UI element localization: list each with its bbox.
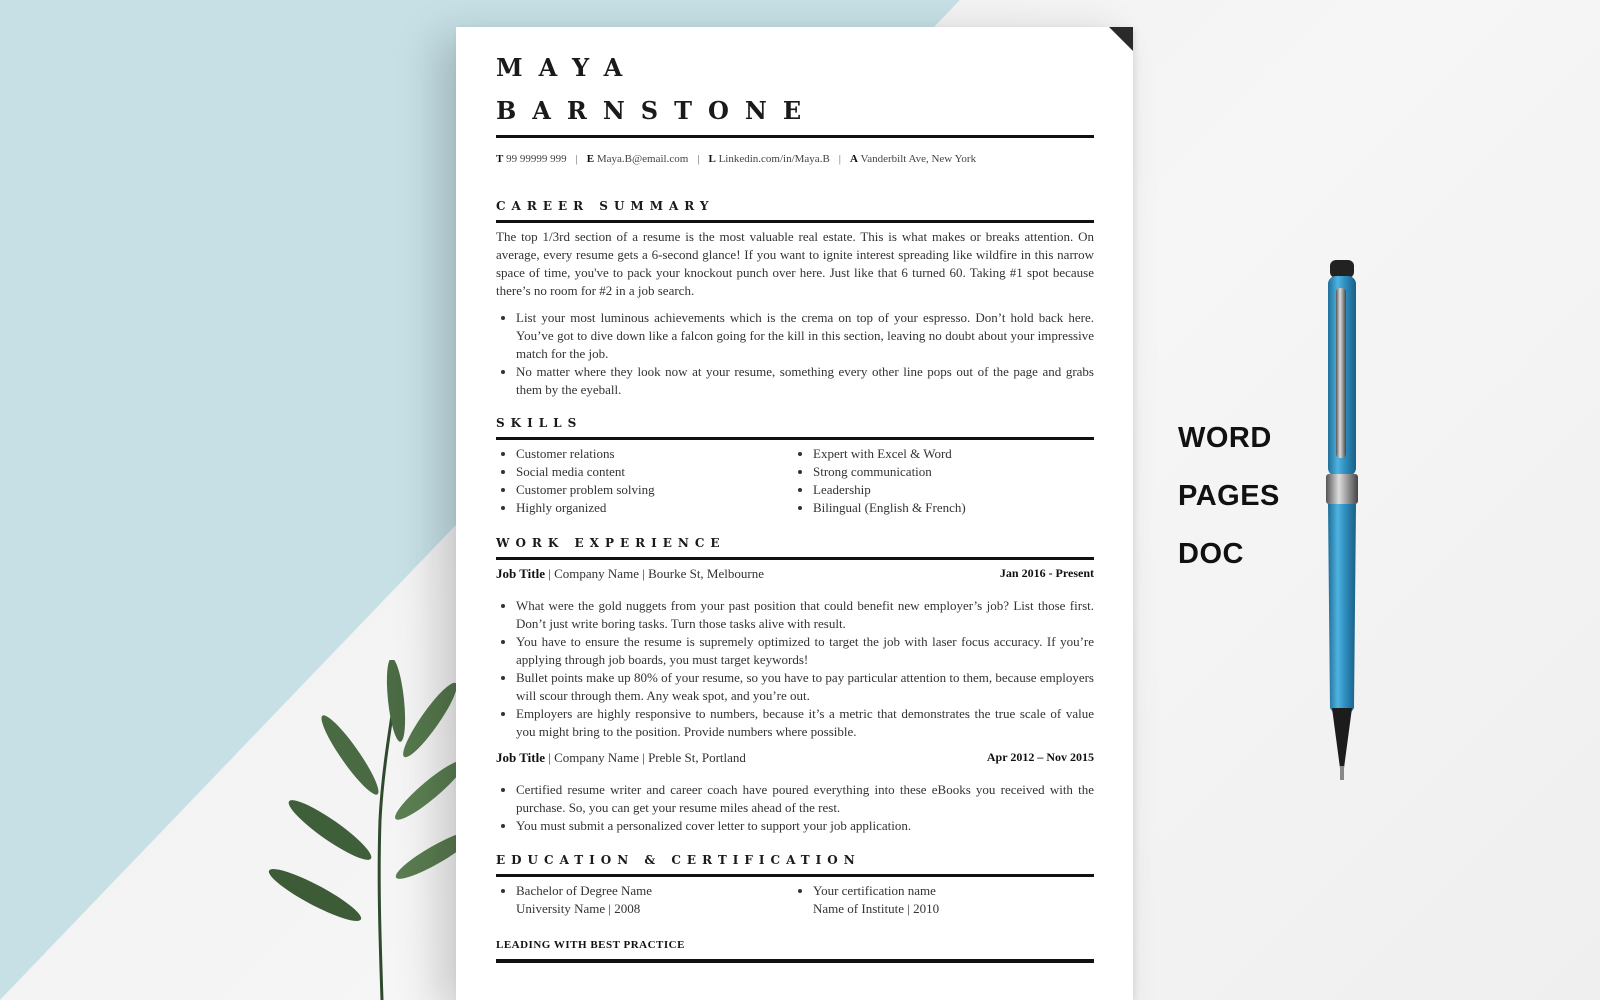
job-2-dates: Apr 2012 – Nov 2015 — [986, 750, 1094, 764]
page-corner-fold — [1109, 27, 1133, 51]
format-list — [1178, 422, 1280, 596]
footer-divider — [496, 959, 1094, 963]
contact-line: T 99 99999 999 | E Maya.B@email.com | L Linkedin.com/in/Maya.B | A Vanderbilt Ave, New York — [496, 153, 977, 165]
work-experience-heading: WORK EXPERIENCE — [496, 536, 726, 550]
skills-divider — [496, 437, 1094, 440]
job-2-details: | Company Name | Preble St, Portland — [545, 750, 746, 765]
education-left — [496, 882, 786, 918]
degree-name: Bachelor of Degree Name — [516, 883, 653, 898]
education-heading: EDUCATION & CERTIFICATION — [496, 853, 861, 867]
address-label: A — [849, 153, 858, 165]
skills-left-list — [496, 445, 786, 517]
job-1-title: Job Title — [496, 566, 546, 581]
resume-last-name: BARNSTONE — [496, 96, 818, 125]
address-value: Vanderbilt Ave, New York — [860, 153, 977, 165]
university-name: University Name | 2008 — [516, 901, 641, 916]
list-item: • Expert with Excel & Word — [813, 445, 1083, 463]
format-doc: DOC — [1178, 538, 1244, 570]
list-item — [813, 882, 1083, 918]
pen-icon — [1308, 258, 1378, 798]
list-item — [516, 882, 786, 918]
job-1-dates: Jan 2016 - Present — [999, 566, 1094, 580]
skills-heading: SKILLS — [496, 416, 583, 430]
career-summary-bullets — [496, 309, 1094, 399]
list-item: • Certified resume writer and career coach have poured everything into these eBooks you received with the purchase. So, you can get your resume miles ahead of the rest. — [516, 781, 1094, 817]
format-pages: PAGES — [1178, 480, 1280, 512]
list-item: • Highly organized — [516, 499, 786, 517]
plant-leaf-decoration — [230, 660, 490, 1000]
footer-tagline: LEADING WITH BEST PRACTICE — [496, 939, 685, 951]
email-value: Maya.B@email.com — [596, 153, 689, 165]
phone-label: T — [496, 153, 504, 165]
list-item: • Leadership — [813, 481, 1083, 499]
list-item: • Customer relations — [516, 445, 786, 463]
list-item: • Strong communication — [813, 463, 1083, 481]
education-divider — [496, 874, 1094, 877]
list-item: • You must submit a personalized cover letter to support your job application. — [516, 817, 1094, 835]
job-1-header — [496, 566, 1094, 582]
resume-first-name: MAYA — [496, 53, 639, 82]
list-item: • What were the gold nuggets from your past position that could benefit new employer’s job? List those first. Don’t just write boring tasks. Turn those tasks alive with result. — [516, 597, 1094, 633]
job-2-header — [496, 750, 1094, 766]
education-right — [793, 882, 1083, 918]
skills-right-list — [793, 445, 1083, 517]
resume-page — [456, 27, 1133, 1000]
certification-name: Your certification name — [813, 883, 936, 898]
career-summary-heading: CAREER SUMMARY — [496, 199, 715, 213]
list-item: • You have to ensure the resume is supremely optimized to target the job with laser focus accuracy. If you’re applying through job boards, you must target keywords! — [516, 633, 1094, 669]
list-item: • Bilingual (English & French) — [813, 499, 1083, 517]
list-item: • List your most luminous achievements which is the crema on top of your espresso. Don’t hold back here. You’ve got to dive down like a falcon going for the kill in this section, leaving no doubt about your impressive match for the job. — [516, 309, 1094, 363]
career-summary-paragraph: The top 1/3rd section of a resume is the most valuable real estate. This is what makes or breaks attention. On average, every resume gets a 6-second glance! If you want to ignite interest spreading like wildfire in this narrow space of time, you've to pack your knockout punch over here. Just like that 6 turned 60. Taking #1 spot because there’s no room for #2 in a job search. — [496, 229, 1094, 298]
list-item: • No matter where they look now at your resume, something every other line pops out of the page and grabs them by the eyeball. — [516, 363, 1094, 399]
work-experience-divider — [496, 557, 1094, 560]
list-item: • Bullet points make up 80% of your resume, so you have to pay particular attention to them, because employers will scour through them. Any weak spot, and you’re out. — [516, 669, 1094, 705]
phone-value: 99 99999 999 — [506, 153, 567, 165]
header-divider — [496, 135, 1094, 138]
format-word: WORD — [1178, 422, 1272, 454]
list-item: • Customer problem solving — [516, 481, 786, 499]
career-summary-divider — [496, 220, 1094, 223]
job-1-bullets — [496, 597, 1094, 741]
email-label: E — [586, 153, 595, 165]
job-2-title: Job Title — [496, 750, 546, 765]
list-item: • Social media content — [516, 463, 786, 481]
list-item: • Employers are highly responsive to numbers, because it’s a metric that demonstrates the true scale of value you might bring to the position. Provide numbers where possible. — [516, 705, 1094, 741]
institute-name: Name of Institute | 2010 — [813, 901, 940, 916]
job-2-bullets — [496, 781, 1094, 835]
job-1-details: | Company Name | Bourke St, Melbourne — [545, 566, 764, 581]
linkedin-value: Linkedin.com/in/Maya.B — [718, 153, 830, 165]
linkedin-label: L — [708, 153, 716, 165]
